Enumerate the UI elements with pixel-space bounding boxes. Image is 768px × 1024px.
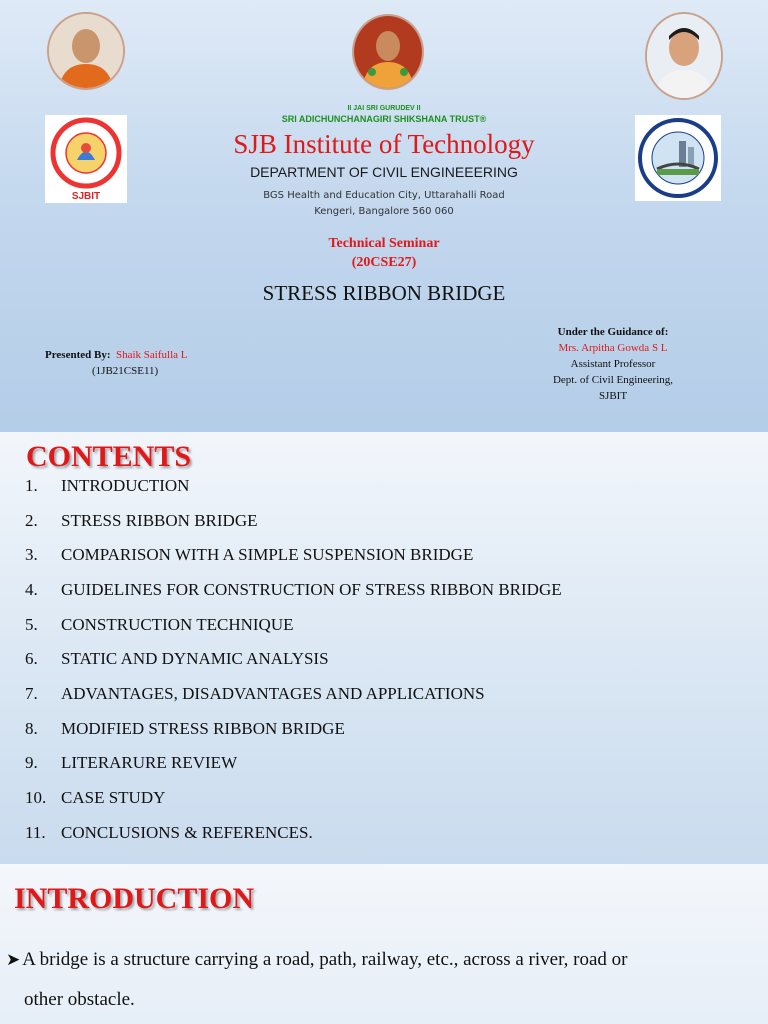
item-number: 2. [25,511,38,530]
guide-college: SJBIT [598,390,628,402]
bullet-text-line-2: other obstacle. [24,989,135,1010]
item-number: 5. [25,615,38,634]
guidance-block [540,324,686,404]
title-slide [0,0,768,432]
portrait-center [352,14,424,90]
item-number: 8. [25,719,38,738]
introduction-slide [0,864,768,1024]
sjbit-logo-text: SJBIT [71,191,101,202]
item-number: 10. [25,788,47,807]
item-text: STATIC AND DYNAMIC ANALYSIS [61,649,329,668]
list-item [0,545,768,575]
list-item [0,511,768,541]
list-item [0,753,768,783]
item-number: 9. [25,753,38,772]
seminar-label: Technical Seminar [328,236,440,251]
item-number: 4. [25,580,38,599]
item-text: COMPARISON WITH A SIMPLE SUSPENSION BRIDGE [61,545,474,564]
intro-bullet [6,940,758,1020]
trust-name: SRI ADICHUNCHANAGIRI SHIKSHANA TRUST® [281,114,487,124]
item-text: MODIFIED STRESS RIBBON BRIDGE [61,719,345,738]
list-item [0,788,768,818]
person-portrait-icon [647,14,721,98]
item-number: 11. [25,823,46,842]
list-item [0,649,768,679]
presenter-usn: (1JB21CSE11) [92,365,159,377]
portrait-right [645,12,723,100]
item-text: CASE STUDY [61,788,166,807]
course-code: (20CSE27) [351,255,417,270]
guidance-label: Under the Guidance of: [557,326,669,338]
item-number: 7. [25,684,38,703]
person-portrait-icon [49,14,123,88]
seminar-title: STRESS RIBBON BRIDGE [262,281,506,305]
item-number: 1. [25,476,38,495]
list-item [0,476,768,506]
list-item [0,615,768,645]
arrow-bullet-icon: ➤ [6,950,21,970]
presented-label: Presented By: [45,349,111,361]
item-text: LITERARURE REVIEW [61,753,238,772]
item-text: GUIDELINES FOR CONSTRUCTION OF STRESS RIBBON BRIDGE [61,580,562,599]
contents-slide [0,432,768,864]
guide-department: Dept. of Civil Engineering, [552,374,674,386]
trust-motto: II JAI SRI GURUDEV II [347,105,421,112]
item-text: CONSTRUCTION TECHNIQUE [61,615,294,634]
list-item [0,580,768,610]
address-line-2: Kengeri, Bangalore 560 060 [314,206,454,217]
presented-by [45,349,187,361]
item-text: INTRODUCTION [61,476,190,495]
list-item [0,719,768,749]
item-number: 6. [25,649,38,668]
department-name: DEPARTMENT OF CIVIL ENGINEEERING [250,164,518,180]
person-portrait-icon [354,16,422,88]
item-number: 3. [25,545,38,564]
item-text: ADVANTAGES, DISADVANTAGES AND APPLICATIONS [61,684,485,703]
guide-role: Assistant Professor [570,358,656,370]
bullet-text-line-1: A bridge is a structure carrying a road, path, railway, etc., across a river, road or [22,949,628,970]
list-item [0,684,768,714]
guide-name: Mrs. Arpitha Gowda S L [558,342,668,354]
address-line-1: BGS Health and Education City, Uttarahalli Road [263,190,505,201]
list-item [0,823,768,853]
item-text: STRESS RIBBON BRIDGE [61,511,258,530]
portrait-left [47,12,125,90]
institute-name: SJB Institute of Technology [233,129,535,159]
item-text: CONCLUSIONS & REFERENCES. [61,823,313,842]
contents-heading: CONTENTS [26,440,192,473]
introduction-heading: INTRODUCTION [14,882,255,915]
presenter-name: Shaik Saifulla L [115,349,188,361]
